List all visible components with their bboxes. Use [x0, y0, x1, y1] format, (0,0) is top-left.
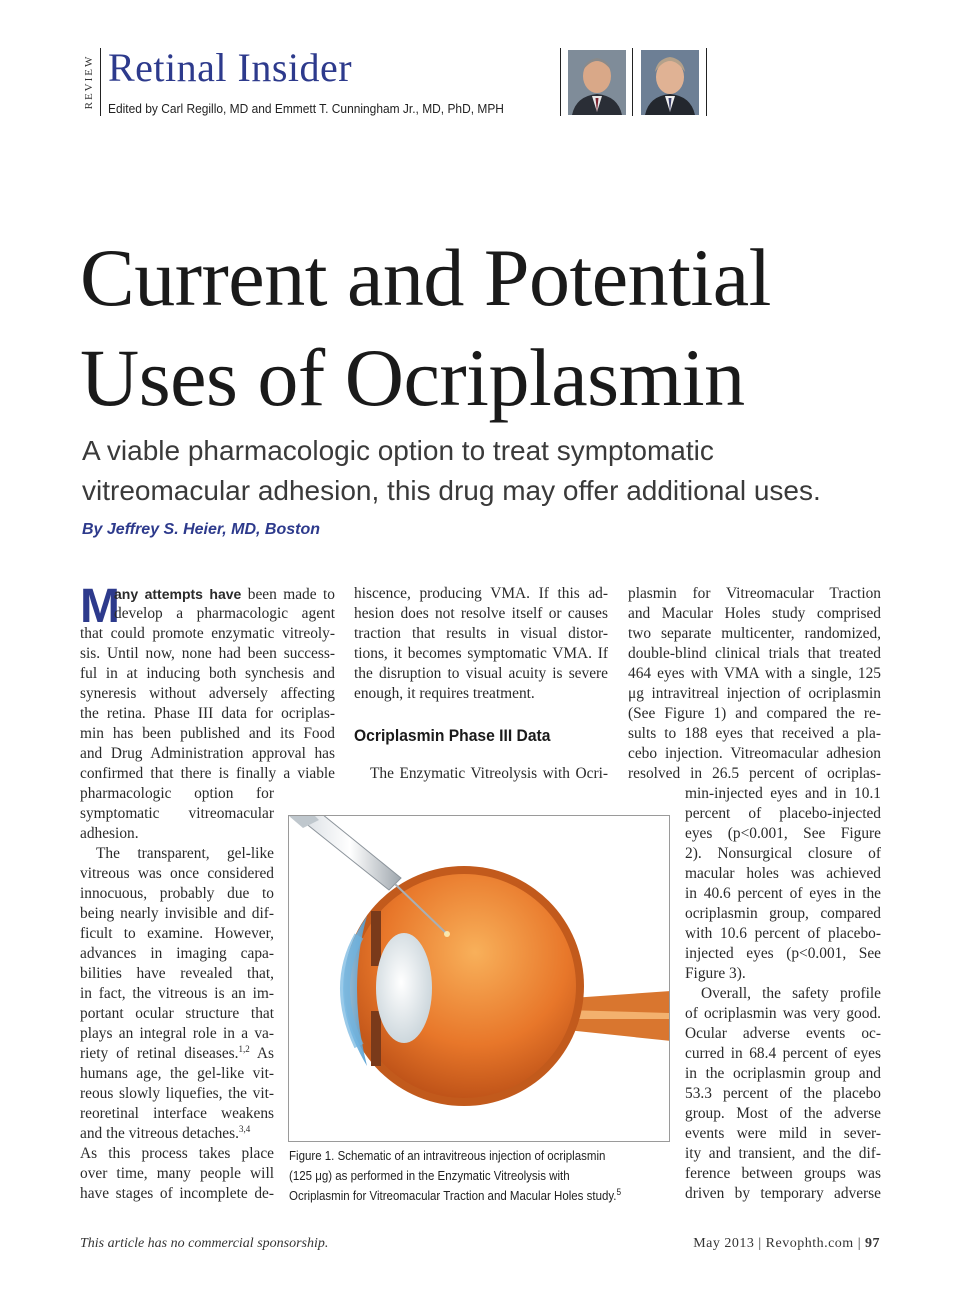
- text-line: min-injected eyes and in 10.1: [685, 785, 881, 802]
- column-3: [628, 584, 881, 784]
- text-line: min has been published and its Food: [80, 725, 335, 742]
- text-line: percent of placebo-injected: [685, 805, 881, 822]
- text-line: sis. Until now, none had been success-: [80, 645, 335, 662]
- text-line: injected eyes (p<0.001, See: [685, 945, 881, 962]
- text-line: of ocriplasmin was very good.: [685, 1005, 881, 1022]
- column-1-narrow: [80, 784, 274, 1204]
- text-line: tions, it becomes symptomatic VMA. If: [354, 645, 608, 662]
- text-line: innocuous, probably due to: [80, 885, 274, 902]
- text-line: ocriplasmin group, compared: [685, 905, 881, 922]
- byline: By Jeffrey S. Heier, MD, Boston: [82, 521, 320, 538]
- editors-line: Edited by Carl Regillo, MD and Emmett T. Cunningham Jr., MD, PhD, MPH: [108, 101, 504, 116]
- text-line: curred in 68.4 percent of eyes: [685, 1045, 881, 1062]
- text-line: in the ocriplasmin group and: [685, 1065, 881, 1082]
- text-line: ful in at inducing both synchesis and: [80, 665, 335, 682]
- text-line: in fact, the vitreous is an im-: [80, 985, 274, 1002]
- section-subhead: Ocriplasmin Phase III Data: [354, 726, 551, 745]
- text-line: cebo injection. Vitreomacular adhesion: [628, 745, 881, 762]
- text-line: humans age, the gel-like vit-: [80, 1065, 274, 1082]
- text-line: hiscence, producing VMA. If this ad-: [354, 585, 608, 602]
- section-tag: REVIEW: [83, 54, 95, 110]
- portrait-icon: [568, 50, 626, 115]
- text-line: macular holes was achieved: [685, 865, 881, 882]
- page-footer: May 2013 | Revophth.com | 97: [693, 1236, 880, 1251]
- text-line: events were mild in sever-: [685, 1125, 881, 1142]
- text-line: and Drug Administration approval has: [80, 745, 335, 762]
- text-line: pharmacologic option for: [80, 785, 274, 802]
- column-1: [80, 580, 335, 784]
- text-line: riety of retinal diseases.$^{1,2}$ As: [80, 1043, 274, 1062]
- portrait-icon: [641, 50, 699, 115]
- figure-caption: Figure 1. Schematic of an intravitreous injection of ocriplasmin (125 μg) as performed in the Enzymatic Vitreolysis with Ocriplasmin for Vitreomacular Traction and Macular Holes study.$^5$: [289, 1149, 622, 1203]
- drop-cap: M: [80, 580, 120, 633]
- text-line: ficult to examine. However,: [80, 925, 274, 942]
- text-line: symptomatic vitreomacular: [80, 805, 274, 822]
- text-line: portant ocular structure that: [80, 1005, 274, 1022]
- text-line: with 10.6 percent of placebo-: [685, 925, 881, 942]
- text-line: syneresis without adversely affecting: [80, 685, 335, 702]
- text-line: over time, many people will: [80, 1165, 274, 1182]
- text-line: eyes (p<0.001, See Figure: [685, 825, 881, 842]
- article-deck: A viable pharmacologic option to treat symptomatic vitreomacular adhesion, this drug may offer additional uses.: [82, 435, 821, 506]
- text-line: ference between groups was: [685, 1165, 881, 1182]
- column-2: [354, 584, 608, 704]
- text-line: Ocular adverse events oc-: [685, 1025, 881, 1042]
- text-line: 464 eyes with VMA with a single, 125: [628, 665, 881, 682]
- text-line: the retina. Phase III data for ocriplas-: [80, 705, 335, 722]
- text-line: Figure 3).: [685, 965, 746, 982]
- eye-illustration: [289, 816, 670, 1142]
- text-line: sults to 188 eyes that received a pla-: [628, 725, 881, 742]
- text-line: confirmed that there is finally a viable: [80, 765, 335, 782]
- text-line: (See Figure 1) and compared the re-: [628, 705, 881, 722]
- column-2-cont: [354, 764, 608, 784]
- editor-photo-2: [641, 50, 699, 115]
- article-title: Current and Potential Uses of Ocriplasmin: [80, 232, 771, 423]
- text-line: any attempts have been made to: [114, 586, 335, 603]
- text-line: 53.3 percent of the placebo: [685, 1085, 881, 1102]
- text-line: enough, it requires treatment.: [354, 685, 535, 702]
- text-line: advances in imaging capa-: [80, 945, 274, 962]
- text-line: μg intravitreal injection of ocriplasmin: [628, 685, 881, 702]
- text-line: develop a pharmacologic agent: [114, 605, 335, 622]
- text-line: adhesion.: [80, 825, 139, 842]
- text-line: reous slowly liquefies, the vit-: [80, 1085, 274, 1102]
- text-line: double-blind clinical trials that treated: [628, 645, 881, 662]
- text-line: The Enzymatic Vitreolysis with Ocri-: [370, 765, 608, 782]
- text-line: the disruption to visual acuity is severe: [354, 665, 608, 682]
- text-line: resolved in 26.5 percent of ocriplas-: [628, 765, 881, 782]
- sponsorship-note: This article has no commercial sponsorship.: [80, 1236, 329, 1251]
- text-line: plasmin for Vitreomacular Traction: [628, 585, 881, 602]
- text-line: hesion does not resolve itself or causes: [354, 605, 608, 622]
- text-line: reoretinal interface weakens: [80, 1105, 274, 1122]
- text-line: and Macular Holes study comprised: [628, 605, 881, 622]
- column-name: Retinal Insider: [108, 45, 353, 90]
- text-line: have stages of incomplete de-: [80, 1185, 274, 1202]
- text-line: traction that results in visual distor-: [354, 625, 608, 642]
- text-line: ity and transient, and the dif-: [685, 1145, 881, 1162]
- text-line: being nearly invisible and dif-: [80, 905, 274, 922]
- text-line: group. Most of the adverse: [685, 1105, 881, 1122]
- photo-divider: [560, 48, 561, 116]
- editor-photo-1: [568, 50, 626, 115]
- text-line: vitreous was once considered: [80, 865, 274, 882]
- text-line: 2). Nonsurgical closure of: [685, 845, 881, 862]
- text-line: Overall, the safety profile: [701, 985, 881, 1002]
- text-line: that could promote enzymatic vitreoly-: [80, 625, 335, 642]
- text-line: plays an integral role in a va-: [80, 1025, 274, 1042]
- figure-1: [288, 815, 670, 1142]
- text-line: The transparent, gel-like: [96, 845, 274, 862]
- text-line: in 40.6 percent of eyes in the: [685, 885, 881, 902]
- text-line: bilities have revealed that,: [80, 965, 274, 982]
- photo-divider: [632, 48, 633, 116]
- text-line: two separate multicenter, randomized,: [628, 625, 881, 642]
- photo-divider: [706, 48, 707, 116]
- column-3-narrow: [685, 784, 881, 1204]
- text-line: As this process takes place: [80, 1145, 274, 1162]
- text-line: driven by temporary adverse: [685, 1185, 881, 1202]
- text-line: and the vitreous detaches.$^{3,4}$: [80, 1123, 251, 1142]
- header-rule: [100, 48, 101, 116]
